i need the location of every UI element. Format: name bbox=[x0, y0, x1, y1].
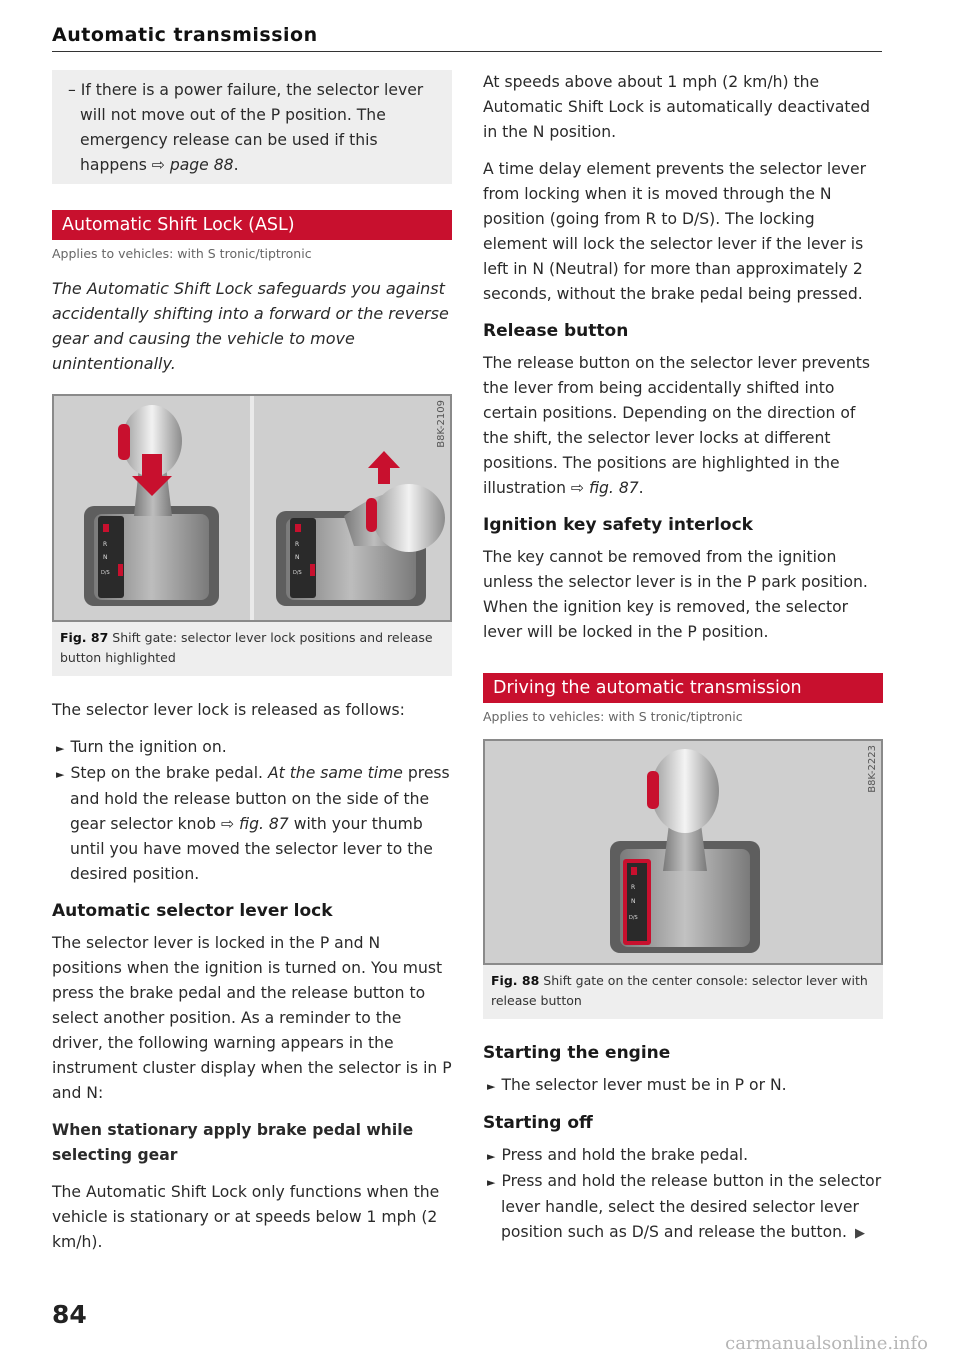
header-rule bbox=[52, 51, 882, 52]
gate-label-n: N bbox=[631, 898, 636, 905]
step-2-link[interactable]: fig. 87 bbox=[239, 815, 289, 833]
note-end: . bbox=[233, 156, 239, 174]
note-link[interactable]: page 88 bbox=[169, 156, 234, 174]
shift-gate-illustration bbox=[54, 396, 450, 620]
off-item-1-text: Press and hold the brake pedal. bbox=[501, 1146, 749, 1164]
release-text-body: The release button on the selector lever prevents the lever from being accidentally shifted into certain positions. Depending on the direction of the shift, the selector lever locks at different positions. The positions are highlighted in the illustration ⇨ bbox=[483, 354, 870, 497]
figure-88-caption-text: Shift gate on the center console: selector lever with release button bbox=[491, 973, 868, 1008]
step-1-text: Turn the ignition on. bbox=[70, 738, 227, 756]
continue-arrow-icon: ▶ bbox=[854, 1226, 865, 1241]
left-column bbox=[52, 70, 452, 1255]
start-item bbox=[483, 1073, 883, 1099]
off-item-2-text: Press and hold the release button in the selector lever handle, select the desired selector lever position such as D/S and release the button. bbox=[501, 1172, 882, 1241]
release-end: . bbox=[638, 479, 644, 497]
drive-applies: Applies to vehicles: with S tronic/tiptronic bbox=[483, 709, 743, 724]
start-heading: Starting the engine bbox=[483, 1043, 671, 1063]
release-heading: Release button bbox=[483, 321, 629, 341]
figure-87-label: Fig. 87 bbox=[60, 630, 109, 645]
asll-text: The selector lever is locked in the P and N positions when the ignition is turned on. You must press the brake pedal and the release button to select another position. As a reminder to the driver, the following warning appears in the instrument cluster display when the selector is in P and N: bbox=[52, 934, 452, 1102]
figure-88-caption bbox=[483, 965, 883, 1011]
note-text: – If there is a power failure, the selector lever will not move out of the P position. The emergency release can be used if this happens ⇨ bbox=[68, 81, 424, 174]
asl-intro: The Automatic Shift Lock safeguards you against accidentally shifting into a forward or the reverse gear and causing the vehicle to move unintentionally. bbox=[52, 279, 449, 373]
delay-text: A time delay element prevents the selector lever from locking when it is moved through the N position (going from R to D/S). The locking element will lock the selector lever if the lever is left in N (Neutral) for more than approximately 2 seconds, without the brake pedal being pressed. bbox=[483, 160, 867, 303]
ignition-text: The key cannot be removed from the ignition unless the selector lever is in the P park position. When the ignition key is removed, the selector lever will be locked in the P position. bbox=[483, 548, 868, 641]
release-link[interactable]: fig. 87 bbox=[588, 479, 639, 497]
watermark: carmanualsonline.info bbox=[725, 1333, 928, 1354]
drive-heading: Driving the automatic transmission bbox=[483, 673, 883, 703]
figure-88-code: B8K-2223 bbox=[867, 745, 878, 793]
figure-87-image bbox=[52, 394, 452, 622]
figure-88-image bbox=[483, 739, 883, 965]
warning-heading: When stationary apply brake pedal while selecting gear bbox=[52, 1121, 414, 1164]
shift-lever-illustration bbox=[485, 741, 881, 963]
asl-only-text: The Automatic Shift Lock only functions when the vehicle is stationary or at speeds below 1 mph (2 km/h). bbox=[52, 1183, 440, 1251]
page-number: 84 bbox=[52, 1300, 87, 1329]
asl-applies: Applies to vehicles: with S tronic/tiptronic bbox=[52, 246, 312, 261]
step-1 bbox=[52, 735, 452, 761]
figure-88-label: Fig. 88 bbox=[491, 973, 540, 988]
gate-label-r-right: R bbox=[295, 541, 300, 548]
asll-heading: Automatic selector lever lock bbox=[52, 901, 333, 921]
figure-87-caption-text: Shift gate: selector lever lock positions and release button highlighted bbox=[60, 630, 433, 665]
page-header: Automatic transmission bbox=[52, 24, 318, 46]
gate-label-ds: D/S bbox=[629, 915, 638, 921]
step-2-italic: At the same time bbox=[267, 764, 403, 782]
speed-text: At speeds above about 1 mph (2 km/h) the Automatic Shift Lock is automatically deactivated in the N position. bbox=[483, 73, 870, 141]
asl-heading: Automatic Shift Lock (ASL) bbox=[52, 210, 452, 240]
off-item-2 bbox=[483, 1169, 883, 1246]
gate-label-r-left: R bbox=[103, 541, 108, 548]
bullet-icon: ► bbox=[487, 1176, 496, 1189]
release-intro: The selector lever lock is released as follows: bbox=[52, 701, 405, 719]
bullet-icon: ► bbox=[487, 1080, 496, 1093]
figure-88 bbox=[483, 739, 883, 1019]
right-column bbox=[483, 70, 883, 1246]
ignition-heading: Ignition key safety interlock bbox=[483, 515, 753, 535]
gate-label-n-right: N bbox=[295, 554, 300, 561]
bullet-icon: ► bbox=[487, 1150, 496, 1163]
step-2 bbox=[52, 761, 452, 887]
off-heading: Starting off bbox=[483, 1113, 593, 1133]
start-item-text: The selector lever must be in P or N. bbox=[501, 1076, 787, 1094]
bullet-icon: ► bbox=[56, 742, 65, 755]
gate-label-n-left: N bbox=[103, 554, 108, 561]
step-2-text-a: Step on the brake pedal. bbox=[70, 764, 268, 782]
gate-label-ds-left: D/S bbox=[101, 570, 110, 576]
gate-label-ds-right: D/S bbox=[293, 570, 302, 576]
step-2-text-b: press and hold the release button on the side of the gear selector knob ⇨ bbox=[70, 764, 450, 833]
gate-label-r: R bbox=[631, 884, 636, 891]
step-2-text-c: with your thumb until you have moved the selector lever to the desired position. bbox=[70, 815, 433, 883]
bullet-icon: ► bbox=[56, 768, 65, 781]
power-failure-note bbox=[52, 70, 452, 184]
release-text bbox=[483, 351, 883, 501]
off-item-1 bbox=[483, 1143, 883, 1169]
figure-87 bbox=[52, 394, 452, 676]
figure-87-code: B8K-2109 bbox=[436, 400, 447, 448]
figure-87-caption bbox=[52, 622, 452, 668]
